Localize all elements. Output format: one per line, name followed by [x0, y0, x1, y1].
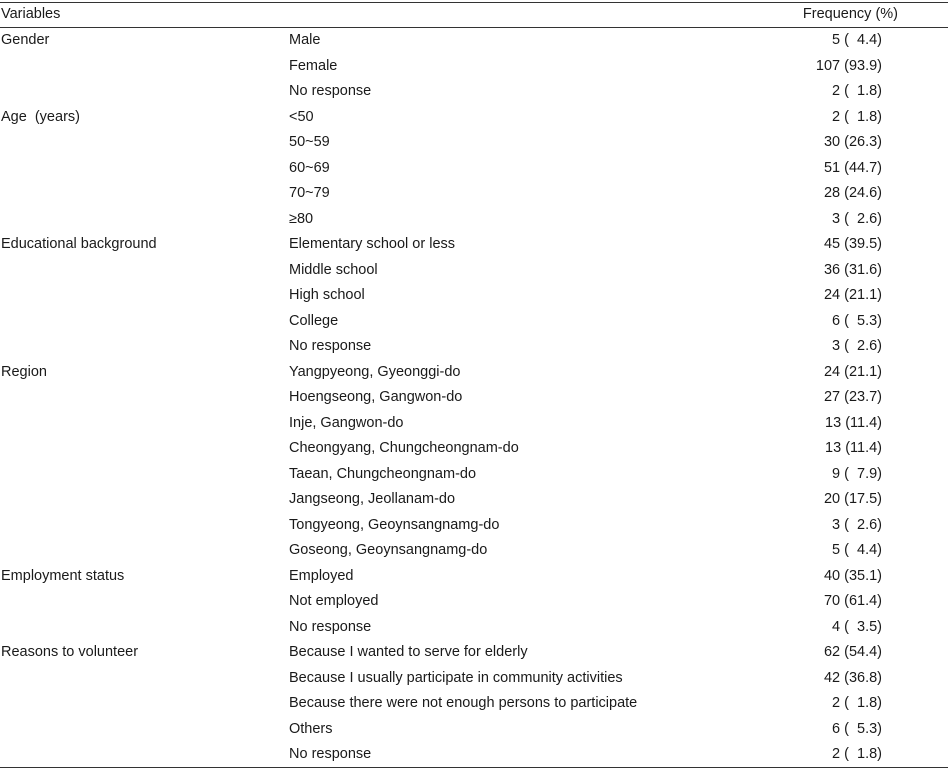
table-row	[0, 641, 948, 667]
header-variables: Variables	[1, 6, 61, 22]
table-bottom-rule	[0, 767, 948, 768]
table-row	[0, 463, 948, 489]
table-row	[0, 29, 948, 55]
table-row	[0, 565, 948, 591]
frequency-cell: 24 (21.1)	[823, 287, 882, 303]
category-cell: Yangpyeong, Gyeonggi-do	[289, 363, 461, 380]
variable-cell: Educational background	[1, 236, 157, 252]
category-cell: Because I usually participate in community activities	[289, 669, 623, 686]
variable-cell: Gender	[1, 32, 50, 48]
table-row	[0, 233, 948, 259]
table-row	[0, 106, 948, 132]
table-row	[0, 361, 948, 387]
table-row	[0, 284, 948, 310]
frequency-cell: 9 ( 7.9)	[832, 465, 882, 482]
frequency-cell: 20 (17.5)	[823, 491, 882, 507]
category-cell: Jangseong, Jeollanam-do	[289, 491, 456, 507]
table-row	[0, 743, 948, 769]
table-row	[0, 335, 948, 361]
frequency-cell: 36 (31.6)	[823, 261, 882, 278]
category-cell: Employed	[289, 567, 354, 584]
frequency-cell: 6 ( 5.3)	[832, 720, 882, 737]
frequency-cell: 62 (54.4)	[823, 644, 882, 660]
category-cell: No response	[289, 618, 372, 635]
category-cell: ≥80	[289, 210, 314, 227]
variable-cell: Reasons to volunteer	[1, 644, 139, 660]
frequency-cell: 51 (44.7)	[823, 159, 882, 176]
category-cell: Because there were not enough persons to participate	[289, 695, 638, 711]
category-cell: Middle school	[289, 261, 378, 278]
table-row	[0, 437, 948, 463]
frequency-cell: 4 ( 3.5)	[832, 618, 882, 635]
category-cell: Others	[289, 720, 333, 737]
frequency-cell: 2 ( 1.8)	[832, 746, 882, 762]
table-row	[0, 80, 948, 106]
category-cell: Hoengseong, Gangwon-do	[289, 389, 463, 405]
variable-cell: Region	[1, 363, 47, 380]
table-row	[0, 667, 948, 693]
frequency-cell: 70 (61.4)	[823, 593, 882, 609]
category-cell: Cheongyang, Chungcheongnam-do	[289, 440, 519, 456]
category-cell: Male	[289, 32, 321, 48]
category-cell: Goseong, Geoynsangnamg-do	[289, 542, 488, 558]
table-header-rule	[0, 27, 948, 28]
table-row	[0, 157, 948, 183]
category-cell: 50~59	[289, 134, 330, 150]
category-cell: No response	[289, 338, 372, 354]
table-row	[0, 412, 948, 438]
frequency-cell: 42 (36.8)	[823, 669, 882, 686]
category-cell: 60~69	[289, 159, 330, 176]
table-row	[0, 182, 948, 208]
category-cell: 70~79	[289, 185, 330, 201]
table-row	[0, 131, 948, 157]
frequency-cell: 5 ( 4.4)	[832, 32, 882, 48]
frequency-cell: 6 ( 5.3)	[832, 312, 882, 329]
category-cell: No response	[289, 746, 372, 762]
frequency-cell: 27 (23.7)	[823, 389, 882, 405]
category-cell: Elementary school or less	[289, 236, 456, 252]
category-cell: Taean, Chungcheongnam-do	[289, 465, 477, 482]
category-cell: Not employed	[289, 593, 379, 609]
table-row	[0, 539, 948, 565]
category-cell: College	[289, 312, 339, 329]
frequency-cell: 2 ( 1.8)	[832, 695, 882, 711]
frequency-cell: 3 ( 2.6)	[832, 516, 882, 533]
frequency-cell: 107 (93.9)	[815, 57, 882, 74]
frequency-cell: 3 ( 2.6)	[832, 338, 882, 354]
table-row	[0, 386, 948, 412]
frequency-cell: 28 (24.6)	[823, 185, 882, 201]
frequency-cell: 13 (11.4)	[825, 440, 882, 456]
table-row	[0, 259, 948, 285]
table-row	[0, 55, 948, 81]
category-cell: Because I wanted to serve for elderly	[289, 644, 528, 660]
table-header	[0, 0, 948, 28]
table-row	[0, 514, 948, 540]
frequency-cell: 2 ( 1.8)	[832, 108, 882, 125]
frequency-cell: 2 ( 1.8)	[832, 83, 882, 99]
table-row	[0, 310, 948, 336]
header-frequency: Frequency (%)	[802, 6, 898, 22]
table-row	[0, 616, 948, 642]
frequency-cell: 45 (39.5)	[823, 236, 882, 252]
category-cell: Inje, Gangwon-do	[289, 414, 404, 431]
table-row	[0, 718, 948, 744]
frequency-cell: 30 (26.3)	[823, 134, 882, 150]
category-cell: Female	[289, 57, 338, 74]
category-cell: No response	[289, 83, 372, 99]
frequency-cell: 13 (11.4)	[825, 414, 882, 431]
frequency-cell: 40 (35.1)	[823, 567, 882, 584]
category-cell: High school	[289, 287, 365, 303]
frequency-cell: 5 ( 4.4)	[832, 542, 882, 558]
table-row	[0, 590, 948, 616]
variable-cell: Age (years)	[1, 108, 80, 125]
table-row	[0, 208, 948, 234]
frequency-cell: 24 (21.1)	[823, 363, 882, 380]
variable-cell: Employment status	[1, 567, 125, 584]
table-row	[0, 488, 948, 514]
frequency-cell: 3 ( 2.6)	[832, 210, 882, 227]
category-cell: <50	[289, 108, 314, 125]
category-cell: Tongyeong, Geoynsangnamg-do	[289, 516, 500, 533]
table-row	[0, 692, 948, 718]
